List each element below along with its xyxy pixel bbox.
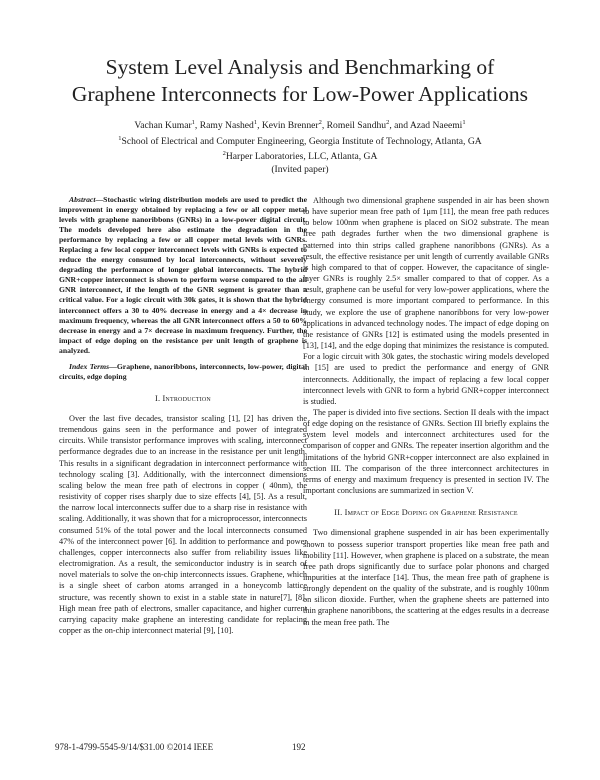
title-line-2: Graphene Interconnects for Low-Power Applications — [71, 82, 529, 106]
intro-paragraph: Over the last five decades, transistor scaling [1], [2] has driven the tremendous gains seen in the performance and power of integrated circuits. While transistor performance improves with scaling, interconnect performance degrades due to an increase in the resistance per unit length. This results in a significant degradation in interconnect performance with technology scaling [3]. Additionally, with the interconnect dimensions scaling below the mean free path of electrons in copper ( 40nm), the resistivity of copper rises sharply due to size effects [4], [5]. As a result, the narrow local interconnects suffer due to a sharp rise in resistance with scaling. Additionally, it was shown that for a microprocessor, interconnects consumed 51% of the total power and the local interconnects consumed 47% of the interconnect power [6]. In addition to performance and power challenges, copper interconnects also suffer from reliability issues like electromigration. As a result, the semiconductor industry is in search of novel materials to solve the on-chip interconnects issues. Graphene, which is a single sheet of carbon atoms arranged in a honeycomb lattice structure, was recently shown to exist in a stable state in nature[7], [8]. High mean free path of electrons, smaller capacitance, and higher current carrying capacity make graphene an interesting candidate for replacing copper as the on-chip interconnect material [9], [10]. — [59, 414, 307, 635]
index-terms-lead: Index Terms — [69, 361, 110, 371]
paper-note: (Invited paper) — [271, 163, 329, 175]
author-name: Romeil Sandhu — [326, 120, 387, 132]
paper-title — [40, 54, 560, 108]
affil-mark: 1 — [253, 119, 258, 126]
abstract-text: —Stochastic wiring distribution models are used to predict the improvement in energy obtained by replacing a few or all copper metal levels with graphene nanoribbons (GNRs) in a low-power digital circuit. The models developed here also estimate the degradation in the performance by replacing a few or all copper metal levels with GNRs. Replacing a few local copper interconnect levels with GNRs is expected to reduce the energy consumed by local interconnects, without severely degrading the performance of longer global interconnects. The hybrid GNR+copper interconnect is shown to perform worse compared to the all GNR interconnect, if the length of the GNR segment is greater than a critical value. For a logic circuit with 30k gates, it is shown that the hybrid interconnect offers a 30 to 40% decrease in energy and a 4× decrease in maximum frequency, whereas the all GNR interconnect offers a 50 to 60% decrease in energy and a 7× decrease in maximum frequency. Further, the impact of edge doping on the resistance per unit length of graphene is analyzed. — [59, 195, 307, 355]
author-block — [40, 117, 560, 176]
section-heading-edge-doping: II. Impact of Edge Doping on Graphene Resistance — [334, 508, 518, 518]
page-number: 192 — [292, 742, 306, 752]
index-terms — [59, 362, 307, 382]
affil-mark: 1 — [191, 119, 195, 126]
affil-mark: 2 — [386, 119, 390, 126]
section-heading-introduction: I. Introduction — [155, 393, 211, 403]
author-name: Vachan Kumar — [134, 120, 192, 132]
affil-mark: 1 — [118, 134, 122, 142]
right-column — [303, 195, 549, 628]
author-name: and Azad Naeemi — [394, 120, 463, 132]
affil-mark: 1 — [462, 119, 466, 126]
body-paragraph-2: The paper is divided into five sections. Section II deals with the impact of edge doping on the resistance of GNRs. Section III briefly explains the system level models and interconnect architectures used for the comparison of copper and GNRs. The repeater insertion algorithm and the limitations of the hybrid GNR+copper interconnect are also explained in section III. The comparison of the three interconnect architectures in terms of energy and maximum frequency is presented in section IV. The important conclusions are summarized in section V. — [303, 407, 549, 496]
affiliation-2 — [40, 148, 560, 164]
abstract — [59, 195, 307, 356]
affiliation-1-text: School of Electrical and Computer Engineering, Georgia Institute of Technology, Atlanta, GA — [121, 135, 482, 147]
section2-paragraph: Two dimensional graphene suspended in air has been experimentally shown to possess superior transport properties like mean free path and mobility [11]. However, when graphene is placed on a substrate, the mean free path drops significantly due to surface polar phonons and charged impurities at the interface [14]. Thus, the mean free path of graphene is strongly dependent on the quality of the substrate, and is roughly 100nm on silicon dioxide. Further, when the graphene sheets are patterned into thin graphene nanoribbons, the scattering at the edges results in a decrease in the mean free path. The — [303, 528, 549, 627]
affiliation-2-text: Harper Laboratories, LLC, Atlanta, GA — [225, 151, 378, 163]
title-line-1: System Level Analysis and Benchmarking of — [105, 55, 495, 79]
author-name: Ramy Nashed — [199, 120, 254, 132]
affiliation-1 — [40, 133, 560, 149]
author-name: Kevin Brenner — [261, 120, 319, 132]
affil-mark: 2 — [222, 150, 226, 158]
index-terms-text: —Graphene, nanoribbons, interconnects, low-power, digital circuits, edge doping — [59, 361, 308, 381]
footer-isbn: 978-1-4799-5545-9/14/$31.00 ©2014 IEEE — [55, 742, 214, 752]
author-list: Vachan Kumar$^1$, Ramy Nashed$^1$, Kevin Brenner$^2$, Romeil Sandhu$^2$, and Azad Naeemi$^1$ — [134, 119, 466, 132]
left-column — [59, 195, 307, 636]
body-paragraph-1: Although two dimensional graphene suspended in air has been shown to have superior mean free path of 1μm [11], the mean free path reduces to below 100nm when graphene is placed on SiO2 substrate. The mean free path degrades further when the two dimensional graphene is patterned into thin strips called graphene nanoribbons (GNRs). As a result, the effective resistance per unit length of currently available GNRs is high compared to that of copper. However, the capacitance of single-layer GNRs is roughly 2.5× smaller compared to that of copper. As a result, graphene can be useful for very low-power applications, where the energy consumed is more important compared to performance. In this study, we explore the use of graphene nanoribbons for very low-power applications in advanced technology nodes. The impact of edge doping on the resistance of GNRs [12] is estimated using the models presented in [13], [14], and the edge doping that minimizes the resistance is computed. For a logic circuit with 30k gates, the stochastic wiring models developed in [15] are used to predict the performance and energy of GNR interconnects. Additionally, the impact of replacing a few local copper interconnect levels with GNR to form a hybrid GNR+copper interconnect is studied. — [303, 196, 549, 406]
affil-mark: 2 — [318, 119, 322, 126]
abstract-lead: Abstract — [69, 195, 96, 204]
